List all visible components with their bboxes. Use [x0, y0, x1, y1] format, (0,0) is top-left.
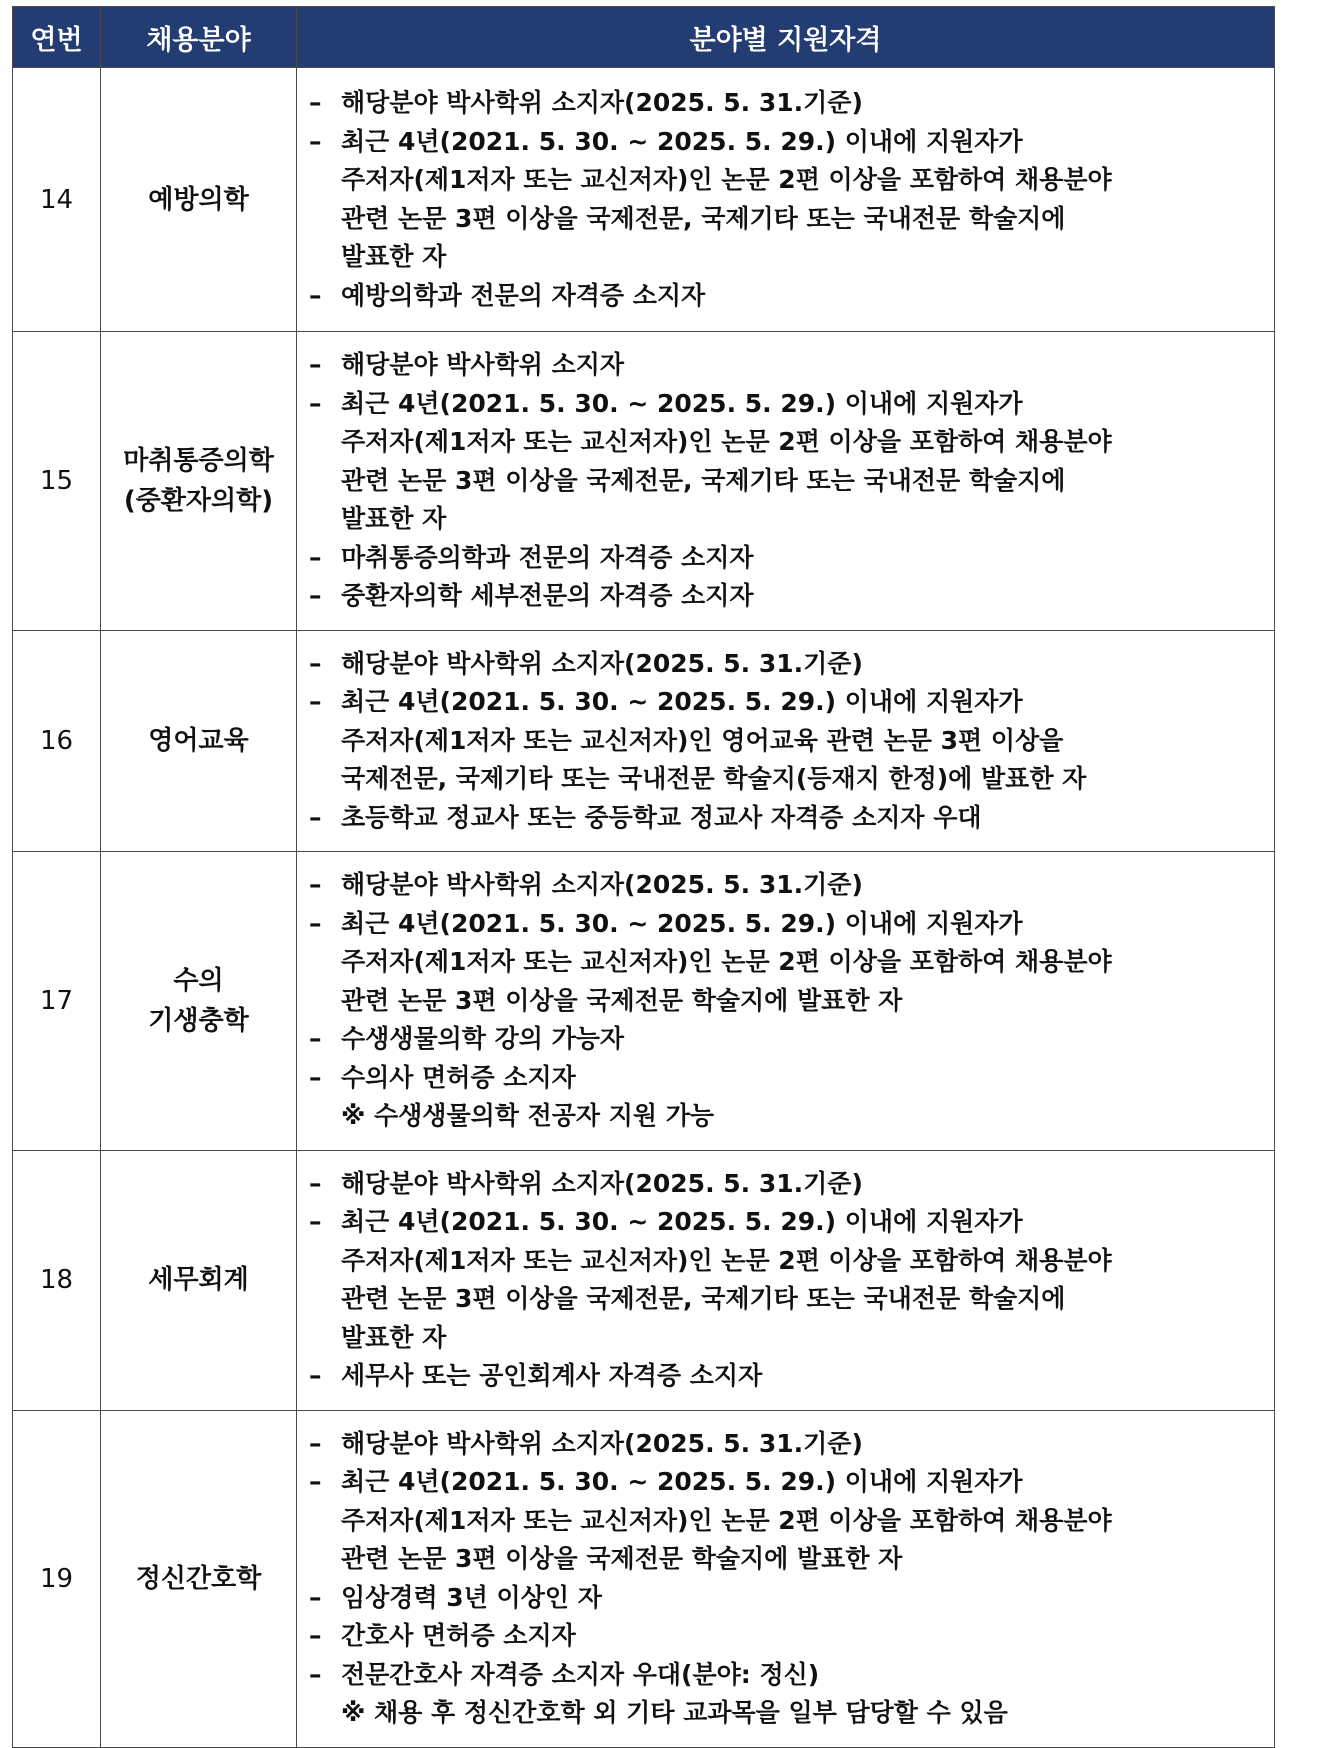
qualification-continuation: 발표한 자 [341, 504, 447, 533]
qualification-item: – 해당분야 박사학위 소지자(2025. 5. 31.기준) [309, 1165, 1268, 1204]
table-row [13, 332, 1275, 631]
qualification-continuation: 관련 논문 3편 이상을 국제전문, 국제기타 또는 국내전문 학술지에 [341, 1284, 1066, 1313]
table-row [13, 630, 1275, 852]
table-row [13, 852, 1275, 1151]
qualifications-cell [297, 630, 1275, 852]
qualification-continuation: 관련 논문 3편 이상을 국제전문 학술지에 발표한 자 [341, 1544, 903, 1573]
document-page [12, 6, 1274, 1748]
qualification-item: – 임상경력 3년 이상인 자 [309, 1579, 1268, 1618]
table-body [13, 68, 1275, 1748]
field-cell [101, 68, 297, 332]
qualification-continuation: 주저자(제1저자 또는 교신저자)인 논문 2편 이상을 포함하여 채용분야 [341, 427, 1112, 456]
qualification-note: ※ 채용 후 정신간호학 외 기타 교과목을 일부 담당할 수 있음 [341, 1698, 1008, 1727]
qualification-item: – 최근 4년(2021. 5. 30. ~ 2025. 5. 29.) 이내에 지원자가 [309, 905, 1268, 944]
qualification-continuation: 주저자(제1저자 또는 교신저자)인 영어교육 관련 논문 3편 이상을 [341, 725, 1064, 755]
field-name-line: 기생충학 [148, 1005, 249, 1036]
qualification-continuation: 관련 논문 3편 이상을 국제전문, 국제기타 또는 국내전문 학술지에 [341, 203, 1066, 233]
qualifications-cell [297, 1150, 1275, 1410]
qualification-item: – 해당분야 박사학위 소지자(2025. 5. 31.기준) [309, 645, 1268, 684]
field-name-line: 정신간호학 [135, 1563, 262, 1594]
row-number: 14 [13, 68, 101, 332]
qualification-item: – 최근 4년(2021. 5. 30. ~ 2025. 5. 29.) 이내에 지원자가 [309, 1203, 1268, 1242]
qualification-item: – 수생생물의학 강의 가능자 [309, 1020, 1268, 1059]
qualification-item: – 해당분야 박사학위 소지자(2025. 5. 31.기준) [309, 1425, 1268, 1464]
row-number: 18 [13, 1150, 101, 1410]
qualification-continuation: 발표한 자 [341, 242, 447, 271]
field-cell [101, 1150, 297, 1410]
qualifications-cell [297, 1410, 1275, 1747]
row-number: 15 [13, 332, 101, 631]
row-number: 17 [13, 852, 101, 1151]
field-name-line: 수의 [173, 965, 224, 996]
qualification-continuation: 주저자(제1저자 또는 교신저자)인 논문 2편 이상을 포함하여 채용분야 [341, 947, 1112, 976]
qualification-continuation: 발표한 자 [341, 1322, 447, 1352]
qualification-item: – 최근 4년(2021. 5. 30. ~ 2025. 5. 29.) 이내에 지원자가 [309, 385, 1268, 424]
field-name-line: 예방의학 [148, 184, 249, 215]
qualification-continuation: 주저자(제1저자 또는 교신저자)인 논문 2편 이상을 포함하여 채용분야 [341, 1505, 1112, 1535]
field-cell [101, 630, 297, 852]
field-name-line: 세무회계 [148, 1265, 249, 1295]
header-qualifications: 분야별 지원자격 [297, 7, 1275, 68]
qualification-item: – 중환자의학 세부전문의 자격증 소지자 [309, 577, 1268, 616]
field-cell [101, 332, 297, 631]
qualification-note: ※ 수생생물의학 전공자 지원 가능 [341, 1101, 715, 1130]
field-cell [101, 1410, 297, 1747]
header-num: 연번 [13, 7, 101, 68]
table-row [13, 1410, 1275, 1747]
table-header-row [13, 7, 1275, 68]
qualification-item: – 간호사 면허증 소지자 [309, 1617, 1268, 1656]
qualifications-cell [297, 852, 1275, 1151]
qualification-item: – 초등학교 정교사 또는 중등학교 정교사 자격증 소지자 우대 [309, 799, 1268, 838]
field-cell [101, 852, 297, 1151]
qualification-item: – 해당분야 박사학위 소지자(2025. 5. 31.기준) [309, 866, 1268, 905]
qualification-item: – 최근 4년(2021. 5. 30. ~ 2025. 5. 29.) 이내에 지원자가 [309, 1463, 1268, 1502]
qualification-continuation: 관련 논문 3편 이상을 국제전문, 국제기타 또는 국내전문 학술지에 [341, 465, 1066, 495]
field-name-line: 영어교육 [148, 725, 249, 756]
qualification-item: – 해당분야 박사학위 소지자(2025. 5. 31.기준) [309, 84, 1268, 123]
qualifications-table [12, 6, 1275, 1748]
qualifications-cell [297, 68, 1275, 332]
qualification-continuation: 국제전문, 국제기타 또는 국내전문 학술지(등재지 한정)에 발표한 자 [341, 764, 1087, 793]
table-row [13, 1150, 1275, 1410]
qualification-item: – 최근 4년(2021. 5. 30. ~ 2025. 5. 29.) 이내에 지원자가 [309, 683, 1268, 722]
qualification-item: – 해당분야 박사학위 소지자 [309, 346, 1268, 385]
row-number: 19 [13, 1410, 101, 1747]
row-number: 16 [13, 630, 101, 852]
qualification-continuation: 관련 논문 3편 이상을 국제전문 학술지에 발표한 자 [341, 985, 903, 1015]
qualification-continuation: 주저자(제1저자 또는 교신저자)인 논문 2편 이상을 포함하여 채용분야 [341, 165, 1112, 194]
qualification-item: – 마취통증의학과 전문의 자격증 소지자 [309, 539, 1268, 578]
header-field: 채용분야 [101, 7, 297, 68]
field-name-line: 마취통증의학 [123, 445, 274, 476]
qualification-item: – 예방의학과 전문의 자격증 소지자 [309, 277, 1268, 316]
qualification-item: – 세무사 또는 공인회계사 자격증 소지자 [309, 1357, 1268, 1396]
qualification-item: – 수의사 면허증 소지자 [309, 1059, 1268, 1098]
field-name-line: (중환자의학) [123, 485, 274, 516]
table-row [13, 68, 1275, 332]
qualifications-cell [297, 332, 1275, 631]
qualification-continuation: 주저자(제1저자 또는 교신저자)인 논문 2편 이상을 포함하여 채용분야 [341, 1245, 1112, 1275]
qualification-item: – 최근 4년(2021. 5. 30. ~ 2025. 5. 29.) 이내에 지원자가 [309, 123, 1268, 162]
qualification-item: – 전문간호사 자격증 소지자 우대(분야: 정신) [309, 1656, 1268, 1695]
